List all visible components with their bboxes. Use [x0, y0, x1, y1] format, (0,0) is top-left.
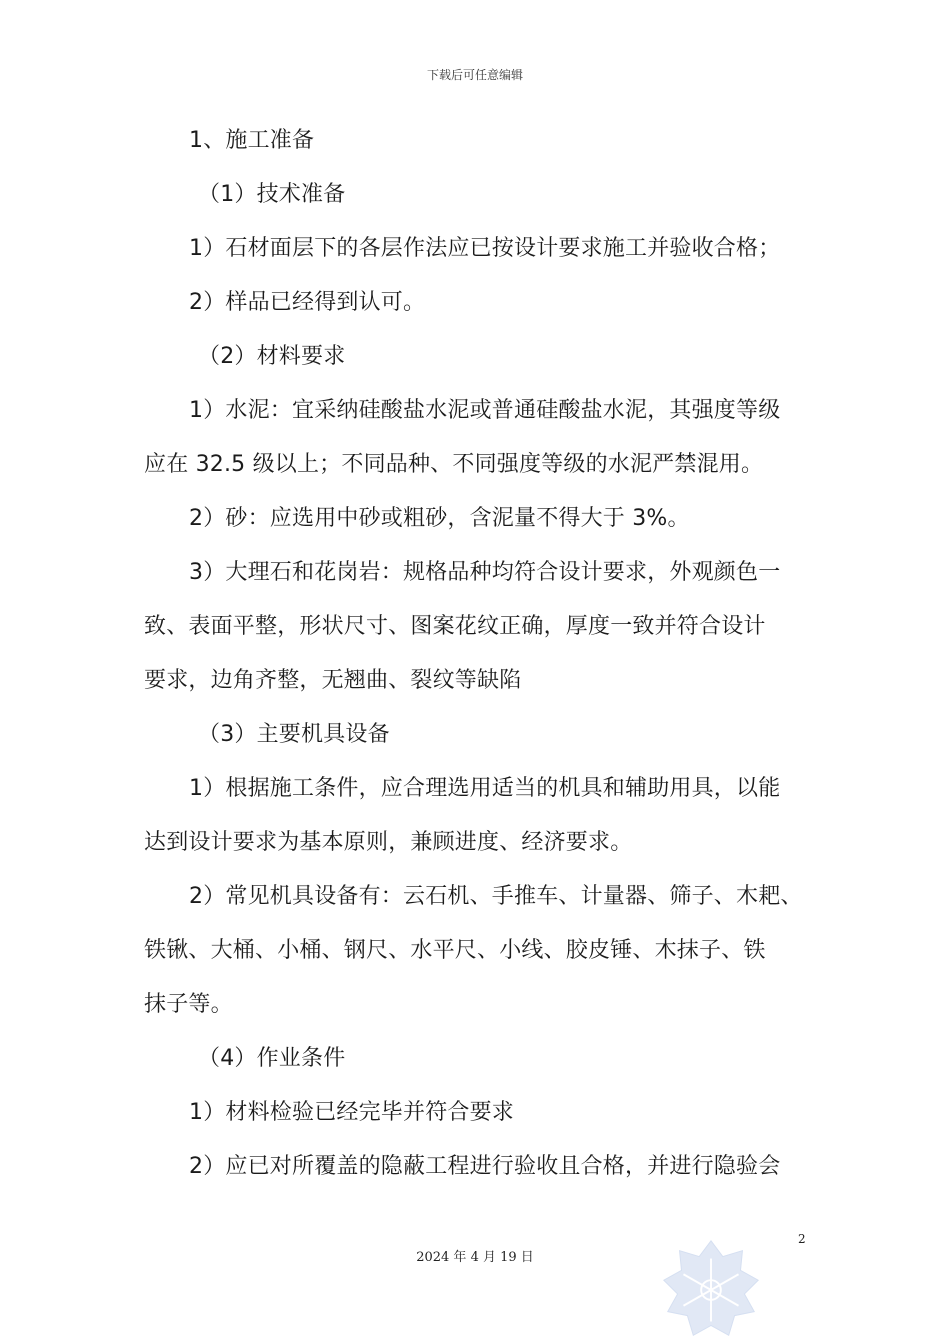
- paragraph-line: 应在 32.5 级以上；不同品种、不同强度等级的水泥严禁混用。: [144, 452, 764, 477]
- subsection-heading: （3）主要机具设备: [198, 722, 390, 747]
- header-note: 下载后可任意编辑: [426, 68, 523, 82]
- paragraph-line: 2）常见机具设备有：云石机、手推车、计量器、筛子、木耙、: [189, 884, 803, 909]
- paragraph-line: 1）石材面层下的各层作法应已按设计要求施工并验收合格；: [189, 236, 781, 261]
- paragraph-line: 1）材料检验已经完毕并符合要求: [189, 1100, 514, 1125]
- paragraph-line: 3）大理石和花岗岩：规格品种均符合设计要求，外观颜色一: [189, 560, 781, 585]
- paragraph-line: 要求，边角齐整，无翘曲、裂纹等缺陷: [144, 668, 522, 693]
- section-heading: 1、施工准备: [189, 128, 315, 153]
- paragraph-line: 1）水泥：宜采纳硅酸盐水泥或普通硅酸盐水泥，其强度等级: [189, 398, 781, 423]
- paragraph-line: 2）砂：应选用中砂或粗砂，含泥量不得大于 3%。: [189, 506, 690, 531]
- paragraph-line: 抹子等。: [144, 992, 233, 1017]
- page-number: 2: [798, 1232, 806, 1246]
- paragraph-line: 致、表面平整，形状尺寸、图案花纹正确，厚度一致并符合设计: [144, 614, 766, 639]
- subsection-heading: （1）技术准备: [198, 182, 346, 207]
- paragraph-line: 2）样品已经得到认可。: [189, 290, 426, 315]
- paragraph-line: 1）根据施工条件，应合理选用适当的机具和辅助用具，以能: [189, 776, 781, 801]
- paragraph-line: 达到设计要求为基本原则，兼顾进度、经济要求。: [144, 830, 633, 855]
- subsection-heading: （4）作业条件: [198, 1046, 346, 1071]
- footer-date: 2024 年 4 月 19 日: [416, 1250, 534, 1265]
- subsection-heading: （2）材料要求: [198, 344, 346, 369]
- paragraph-line: 铁锹、大桶、小桶、钢尺、水平尺、小线、胶皮锤、木抹子、铁: [144, 938, 766, 963]
- paragraph-line: 2）应已对所覆盖的隐蔽工程进行验收且合格，并进行隐验会: [189, 1154, 781, 1179]
